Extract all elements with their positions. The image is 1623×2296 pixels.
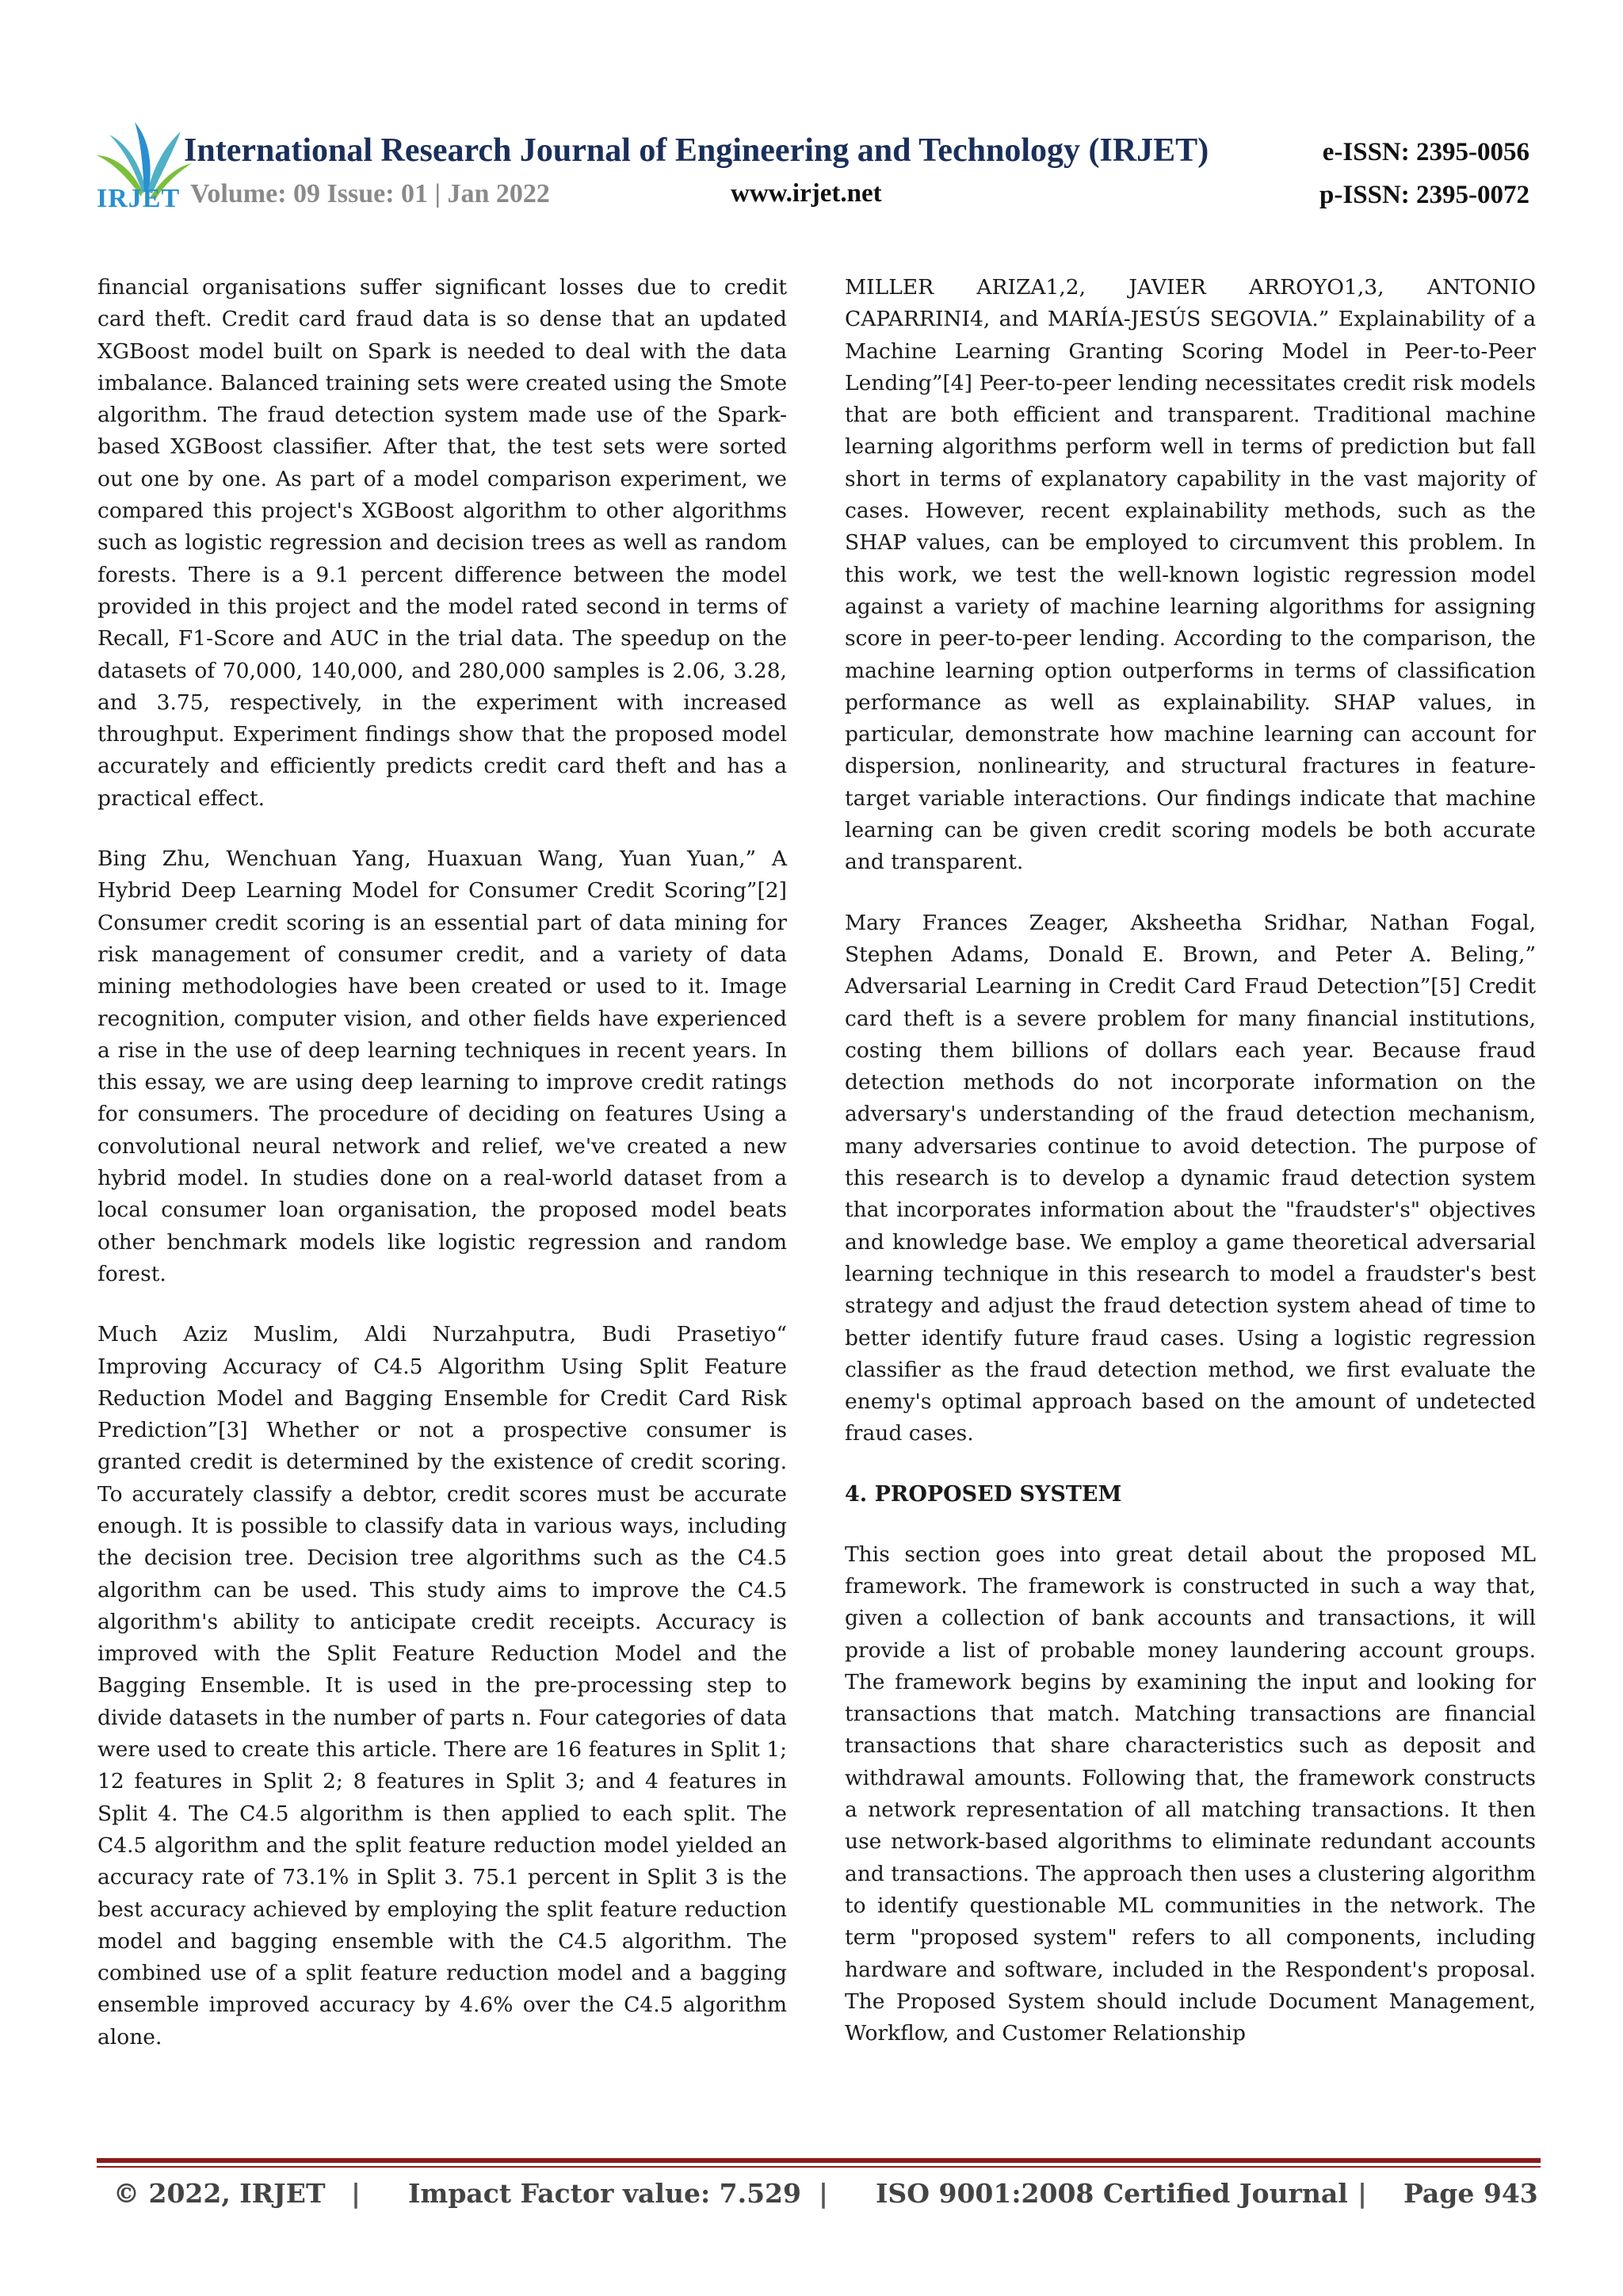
journal-website-link[interactable]: www.irjet.net — [731, 179, 882, 208]
paragraph: financial organisations suffer significant losses due to credit card theft. Credit card fraud data is so dense that an updated XGBoost model built on Spark is needed to deal with the data imbalance. Balanced training sets were created using the Smote algorithm. The fraud detection system made use of the Spark-based XGBoost classifier. After that, the test sets were sorted out one by one. As part of a model comparison experiment, we compared this project's XGBoost algorithm to other algorithms such as logistic regression and decision trees as well as random forests. There is a 9.1 percent difference between the model provided in this project and the model rated second in terms of Recall, F1-Score and AUC in the trial data. The speedup on the datasets of 70,000, 140,000, and 280,000 samples is 2.06, 3.28, and 3.75, respectively, in the experiment with increased throughput. Experiment findings show that the proposed model accurately and efficiently predicts credit card theft and has a practical effect. — [97, 275, 787, 811]
paragraph: This section goes into great detail about the proposed ML framework. The framework is constructed in such a way that, given a collection of bank accounts and transactions, it will provide a list of probable money laundering account groups. The framework begins by examining the input and looking for transactions that match. Matching transactions are financial transactions that share characteristics such as deposit and withdrawal amounts. Following that, the framework constructs a network representation of all matching transactions. It then use network-based algorithms to eliminate redundant accounts and transactions. The approach then uses a clustering algorithm to identify questionable ML communities in the network. The term "proposed system" refers to all components, including hardware and software, included in the Respondent's proposal. The Proposed System should include Document Management, Workflow, and Customer Relationship — [845, 1541, 1536, 2046]
e-issn: e-ISSN: 2395-0056 — [1322, 138, 1529, 166]
paragraph: Bing Zhu, Wenchuan Yang, Huaxuan Wang, Yuan Yuan,” A Hybrid Deep Learning Model for Consumer Credit Scoring”[2] Consumer credit scoring is an essential part of data mining for risk management of consumer credit, and a variety of data mining methodologies have been created or used to it. Image recognition, computer vision, and other fields have experienced a rise in the use of deep learning techniques in recent years. In this essay, we are using deep learning to improve credit ratings for consumers. The procedure of deciding on features Using a convolutional neural network and relief, we've created a new hybrid model. In studies done on a real-world dataset from a local consumer loan organisation, the proposed model beats other benchmark models like logistic regression and random forest. — [97, 846, 787, 1286]
page-footer — [113, 2178, 1540, 2216]
footer-separator: | — [351, 2178, 361, 2209]
footer-divider — [97, 2158, 1541, 2163]
footer-page-number: Page 943 — [1403, 2178, 1538, 2209]
left-column — [97, 272, 787, 2082]
paragraph: MILLER ARIZA1,2, JAVIER ARROYO1,3, ANTONIO CAPARRINI4, and MARÍA-JESÚS SEGOVIA.” Explainability of a Machine Learning Granting Scoring Model in Peer-to-Peer Lending”[4] Peer-to-peer lending necessitates credit risk models that are both efficient and transparent. Traditional machine learning algorithms perform well in terms of prediction but fall short in terms of explanatory capability in the vast majority of cases. However, recent explainability methods, such as the SHAP values, can be employed to circumvent this problem. In this work, we test the well-known logistic regression model against a variety of machine learning algorithms for assigning score in peer-to-peer lending. According to the comparison, the machine learning option outperforms in terms of classification performance as well as explainability. SHAP values, in particular, demonstrate how machine learning can account for dispersion, nonlinearity, and structural fractures in feature-target variable interactions. Our findings indicate that machine learning can be given credit scoring models be both accurate and transparent. — [845, 275, 1536, 875]
footer-impact-factor: Impact Factor value: 7.529 — [408, 2178, 801, 2209]
paragraph: Much Aziz Muslim, Aldi Nurzahputra, Budi Prasetiyo“ Improving Accuracy of C4.5 Algorithm Using Split Feature Reduction Model and Bagging Ensemble for Credit Card Risk Prediction”[3] Whether or not a prospective consumer is granted credit is determined by the existence of credit scoring. To accurately classify a debtor, credit scores must be accurate enough. It is possible to classify data in various ways, including the decision tree. Decision tree algorithms such as the C4.5 algorithm can be used. This study aims to improve the C4.5 algorithm's ability to anticipate credit receipts. Accuracy is improved with the Split Feature Reduction Model and the Bagging Ensemble. It is used in the pre-processing step to divide datasets in the number of parts n. Four categories of data were used to create this article. There are 16 features in Split 1; 12 features in Split 2; 8 features in Split 3; and 4 features in Split 4. The C4.5 algorithm is then applied to each split. The C4.5 algorithm and the split feature reduction model yielded an accuracy rate of 73.1% in Split 3. 75.1 percent in Split 3 is the best accuracy achieved by employing the split feature reduction model and bagging ensemble with the C4.5 algorithm. The combined use of a split feature reduction model and a bagging ensemble improved accuracy by 4.6% over the C4.5 algorithm alone. — [97, 1322, 787, 2050]
paragraph: Mary Frances Zeager, Aksheetha Sridhar, Nathan Fogal, Stephen Adams, Donald E. Brown, and Peter A. Beling,” Adversarial Learning in Credit Card Fraud Detection”[5] Credit card theft is a severe problem for many financial institutions, costing them billions of dollars each year. Because fraud detection methods do not incorporate information on the adversary's understanding of the fraud detection mechanism, many adversaries continue to avoid detection. The purpose of this research is to develop a dynamic fraud detection system that incorporates information about the "fraudster's" objectives and knowledge base. We employ a game theoretical adversarial learning technique in this research to model a fraudster's best strategy and adjust the fraud detection system ahead of time to better identify future fraud cases. Using a logistic regression classifier as the fraud detection method, we first evaluate the enemy's optimal approach based on the amount of undetected fraud cases. — [845, 910, 1536, 1446]
footer-copyright: © 2022, IRJET — [113, 2178, 326, 2209]
logo-wordmark: IRJET — [97, 184, 181, 213]
right-column — [845, 272, 1536, 2078]
section-heading: 4. PROPOSED SYSTEM — [845, 1481, 1122, 1507]
footer-separator: | — [819, 2178, 829, 2209]
footer-separator: | — [1358, 2178, 1368, 2209]
journal-title: International Research Journal of Engineering and Technology (IRJET) — [184, 132, 1209, 169]
footer-iso: ISO 9001:2008 Certified Journal — [876, 2178, 1348, 2209]
footer-divider — [97, 2166, 1541, 2168]
volume-issue: Volume: 09 Issue: 01 | Jan 2022 — [190, 179, 550, 208]
p-issn: p-ISSN: 2395-0072 — [1319, 181, 1529, 209]
